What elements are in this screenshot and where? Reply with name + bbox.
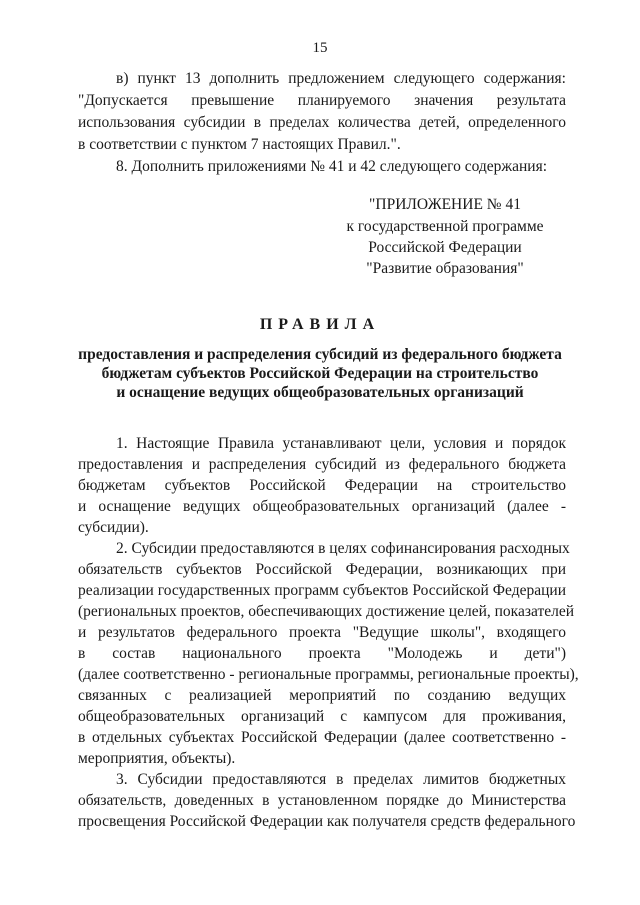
intro-line: использования субсидии в пределах количества детей, определенного xyxy=(78,114,566,131)
appendix-line: "Развитие образования" xyxy=(366,260,524,277)
intro-line: в соответствии с пунктом 7 настоящих Правил.". xyxy=(78,136,401,153)
body-line: и оснащение ведущих общеобразовательных организаций (далее - xyxy=(78,498,566,515)
body-line: в отдельных субъектах Российской Федерации (далее соответственно - xyxy=(78,729,566,746)
body-line: предоставления и распределения субсидий из федерального бюджета xyxy=(78,456,566,473)
appendix-line: к государственной программе xyxy=(346,218,544,235)
body-line: 1. Настоящие Правила устанавливают цели, условия и порядок xyxy=(116,435,566,452)
body-line: субсидии). xyxy=(78,519,149,536)
document-title: ПРАВИЛА xyxy=(259,316,381,333)
body-line: 3. Субсидии предоставляются в пределах лимитов бюджетных xyxy=(116,771,566,788)
intro-line: 8. Дополнить приложениями № 41 и 42 следующего содержания: xyxy=(116,158,548,175)
body-line: 2. Субсидии предоставляются в целях софинансирования расходных xyxy=(116,540,570,557)
body-line: (далее соответственно - региональные программы, региональные проекты), xyxy=(78,666,579,683)
body-line: в состав национального проекта "Молодежь и дети") xyxy=(78,645,566,662)
body-line: мероприятия, объекты). xyxy=(78,750,236,767)
body-line: общеобразовательных организаций с кампусом для проживания, xyxy=(78,708,566,725)
page-number: 15 xyxy=(312,40,328,56)
intro-line: в) пункт 13 дополнить предложением следующего содержания: xyxy=(116,70,566,87)
subtitle-line: и оснащение ведущих общеобразовательных организаций xyxy=(116,384,524,401)
body-line: бюджетам субъектов Российской Федерации на строительство xyxy=(78,477,566,494)
body-line: связанных с реализацией мероприятий по созданию ведущих xyxy=(78,687,566,704)
appendix-line: Российской Федерации xyxy=(368,239,522,256)
intro-line: "Допускается превышение планируемого значения результата xyxy=(78,92,566,109)
body-line: и результатов федерального проекта "Ведущие школы", входящего xyxy=(78,624,566,641)
body-line: реализации государственных программ субъектов Российской Федерации xyxy=(78,582,566,599)
appendix-line: "ПРИЛОЖЕНИЕ № 41 xyxy=(369,196,521,213)
subtitle-line: предоставления и распределения субсидий из федерального бюджета xyxy=(78,346,562,363)
body-line: обязательств субъектов Российской Федерации, возникающих при xyxy=(78,561,566,578)
body-line: обязательств, доведенных в установленном порядке до Министерства xyxy=(78,792,566,809)
subtitle-line: бюджетам субъектов Российской Федерации на строительство xyxy=(101,365,539,382)
body-line: просвещения Российской Федерации как получателя средств федерального xyxy=(78,813,576,830)
body-line: (региональных проектов, обеспечивающих достижение целей, показателей xyxy=(78,603,575,620)
